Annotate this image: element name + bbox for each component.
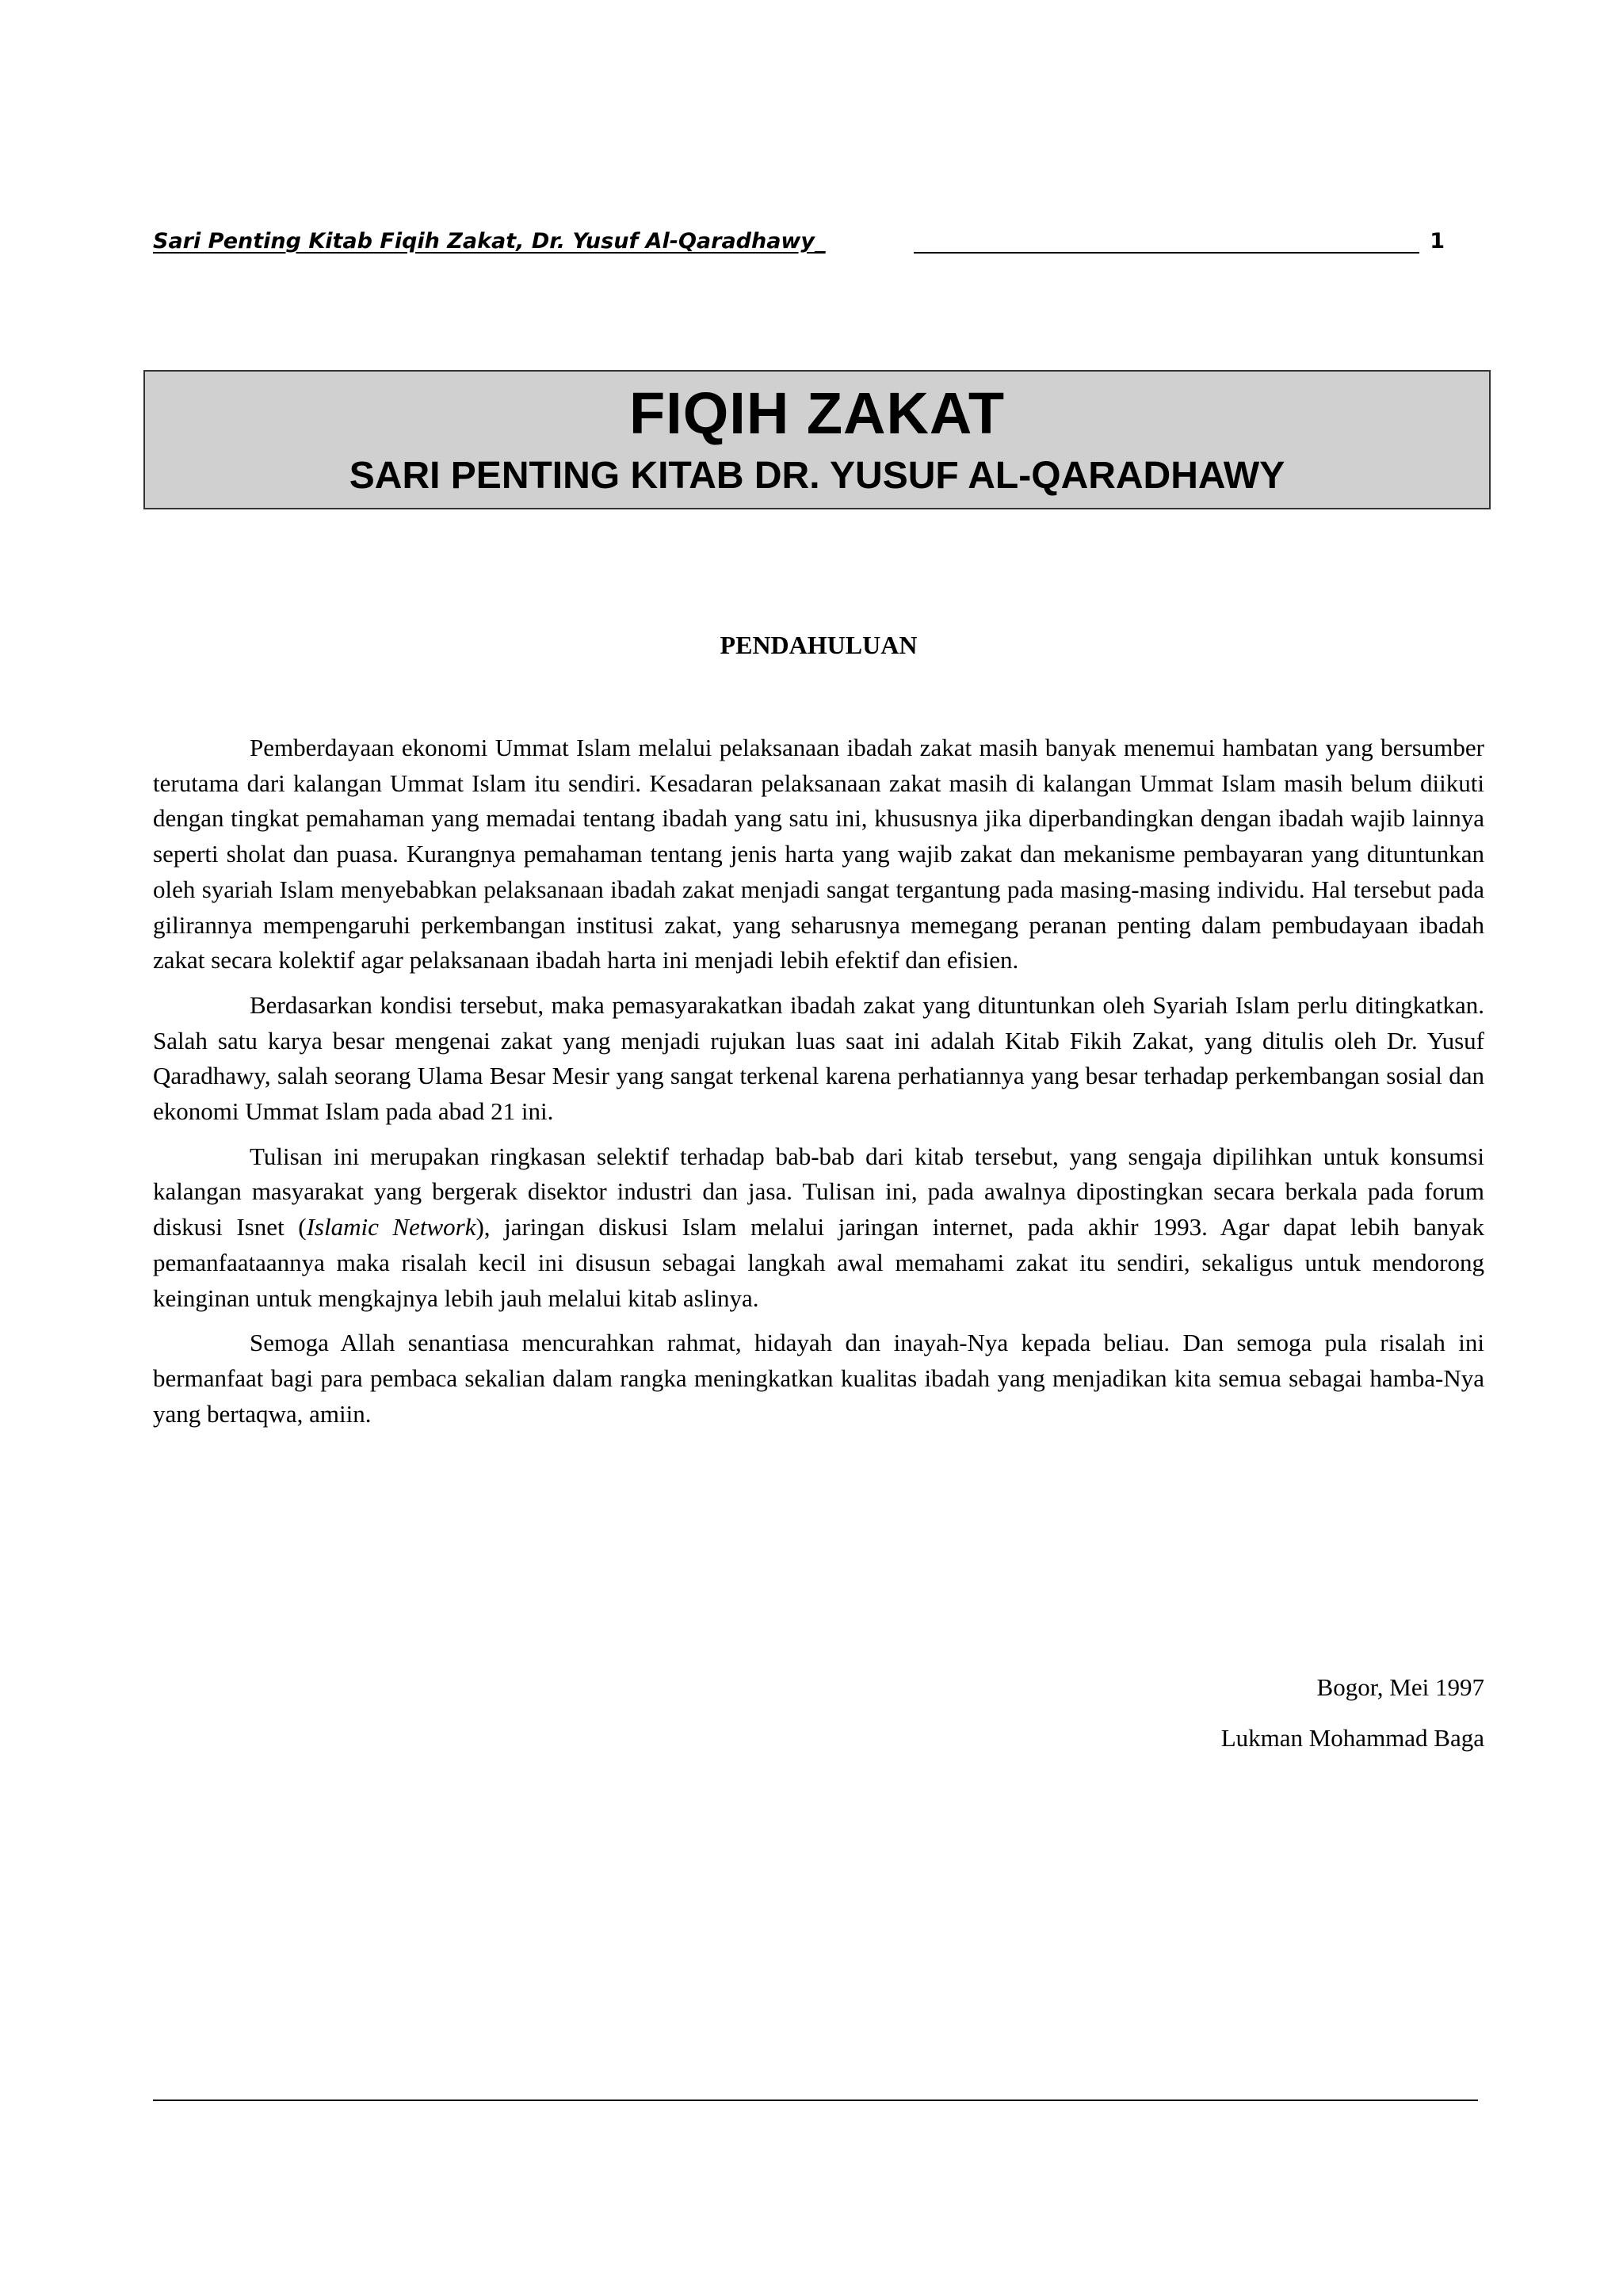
document-subtitle: SARI PENTING KITAB DR. YUSUF AL-QARADHAWY [349, 455, 1285, 497]
running-header-title: Sari Penting Kitab Fiqih Zakat, Dr. Yusuf Al-Qaradhawy_ [153, 229, 826, 254]
section-heading: PENDAHULUAN [720, 631, 918, 659]
paragraph-3 [153, 1139, 1484, 1317]
body-text [153, 730, 1484, 1441]
signature-author: Lukman Mohammad Baga [1220, 1724, 1484, 1752]
paragraph-1: Pemberdayaan ekonomi Ummat Islam melalui pelaksanaan ibadah zakat masih banyak menemui hambatan yang bersumber terutama dari kalangan Ummat Islam itu sendiri. Kesadaran pelaksanaan zakat masih di kalangan Ummat Islam masih belum diikuti dengan tingkat pemahaman yang memadai tentang ibadah yang satu ini, khususnya jika diperbandingkan dengan ibadah wajib lainnya seperti sholat dan puasa. Kurangnya pemahaman tentang jenis harta yang wajib zakat dan mekanisme pembayaran yang dituntunkan oleh syariah Islam menyebabkan pelaksanaan ibadah zakat menjadi sangat tergantung pada masing-masing individu. Hal tersebut pada gilirannya mempengaruhi perkembangan institusi zakat, yang seharusnya memegang peranan penting dalam pembudayaan ibadah zakat secara kolektif agar pelaksanaan ibadah harta ini menjadi lebih efektif dan efisien. [153, 734, 1484, 974]
page-number: 1 [1430, 229, 1445, 254]
footer-rule [153, 2100, 1478, 2101]
running-header [153, 223, 1445, 260]
paragraph-4: Semoga Allah senantiasa mencurahkan rahmat, hidayah dan inayah-Nya kepada beliau. Dan semoga pula risalah ini bermanfaat bagi para pembaca sekalian dalam rangka meningkatkan kualitas ibadah yang menjadikan kita semua sebagai hamba-Nya yang bertaqwa, amiin. [153, 1329, 1484, 1428]
signature-place-date: Bogor, Mei 1997 [1316, 1673, 1484, 1701]
document-title: FIQIH ZAKAT [628, 380, 1006, 446]
paragraph-3-text-b: ), jaringan diskusi Islam melalui jaringan internet, pada akhir 1993. Agar dapat lebih banyak pemanfaataannya maka risalah kecil ini disusun sebagai langkah awal memahami zakat itu sendiri, sekaligus untuk mendorong keinginan untuk mengkajnya lebih jauh melalui kitab aslinya. [153, 1213, 1484, 1312]
paragraph-2: Berdasarkan kondisi tersebut, maka pemasyarakatkan ibadah zakat yang dituntunkan oleh Syariah Islam perlu ditingkatkan. Salah satu karya besar mengenai zakat yang menjadi rujukan luas saat ini adalah Kitab Fikih Zakat, yang ditulis oleh Dr. Yusuf Qaradhawy, salah seorang Ulama Besar Mesir yang sangat terkenal karena perhatiannya yang besar terhadap perkembangan sosial dan ekonomi Ummat Islam pada abad 21 ini. [153, 990, 1484, 1126]
running-header-rule [914, 252, 1419, 254]
title-box [143, 370, 1491, 509]
paragraph-3-italic: Islamic Network [306, 1213, 476, 1241]
paragraph-3-text-a: Tulisan ini merupakan ringkasan selektif terhadap bab-bab dari kitab tersebut, yang sengaja dipilihkan untuk konsumsi kalangan masyarakat yang bergerak disektor industri dan jasa. Tulisan ini, pada awalnya dipostingkan secara berkala pada forum diskusi Isnet ( [153, 1142, 1484, 1241]
